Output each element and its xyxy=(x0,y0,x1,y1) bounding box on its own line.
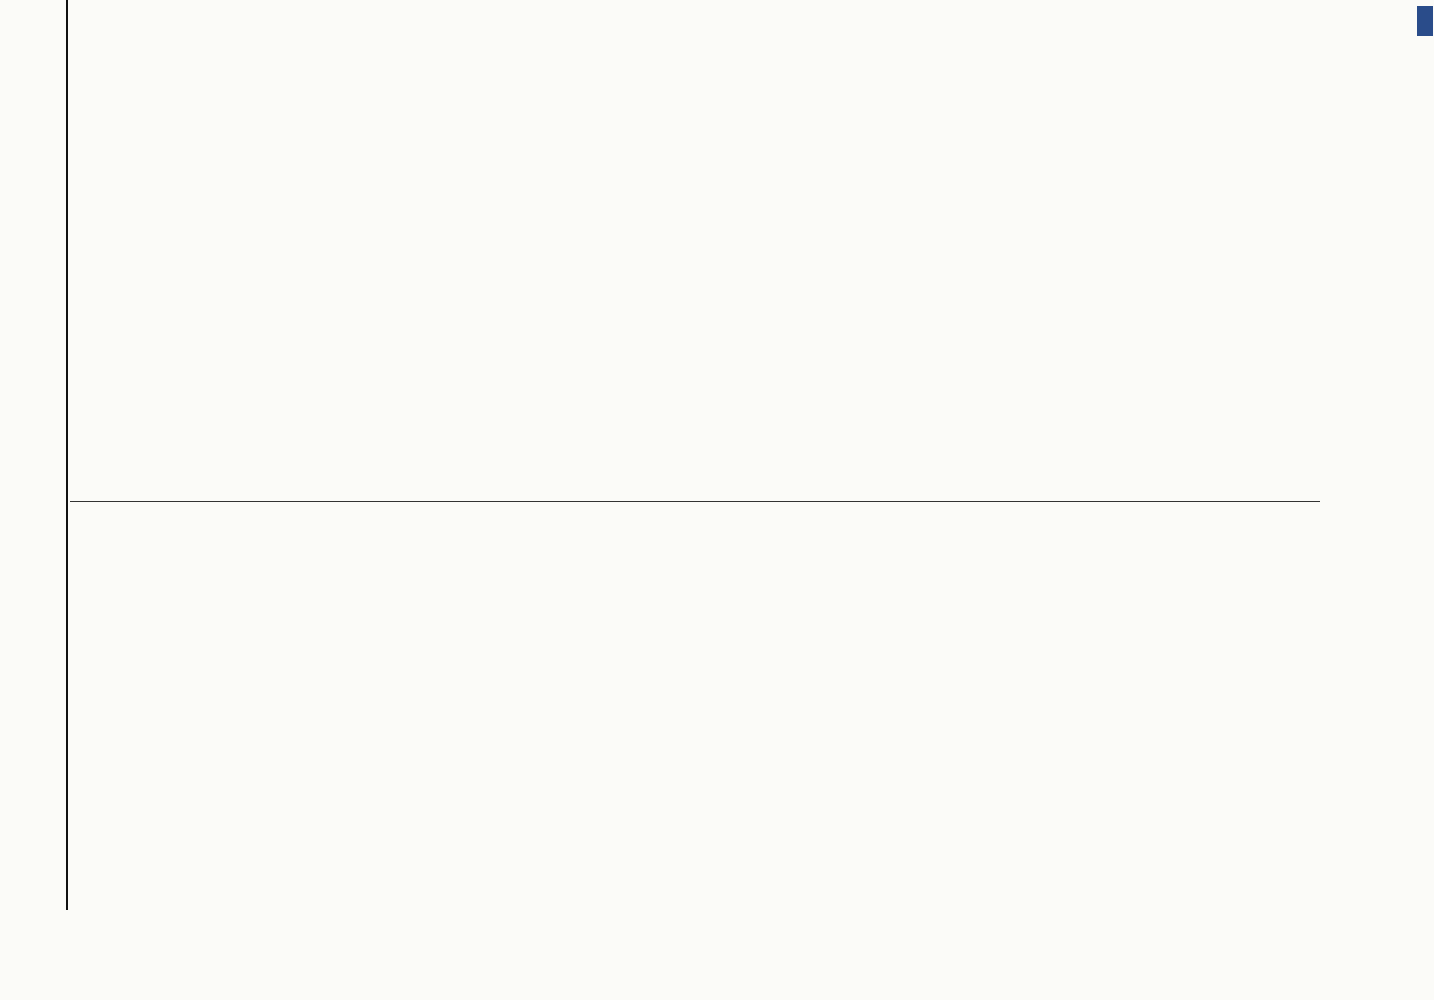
credit-text xyxy=(1416,10,1434,390)
running-head xyxy=(30,42,66,962)
digitization-credit xyxy=(1416,10,1434,390)
dfg-logo xyxy=(1417,6,1433,36)
header-rule xyxy=(66,0,68,910)
column-divider xyxy=(70,501,1320,502)
